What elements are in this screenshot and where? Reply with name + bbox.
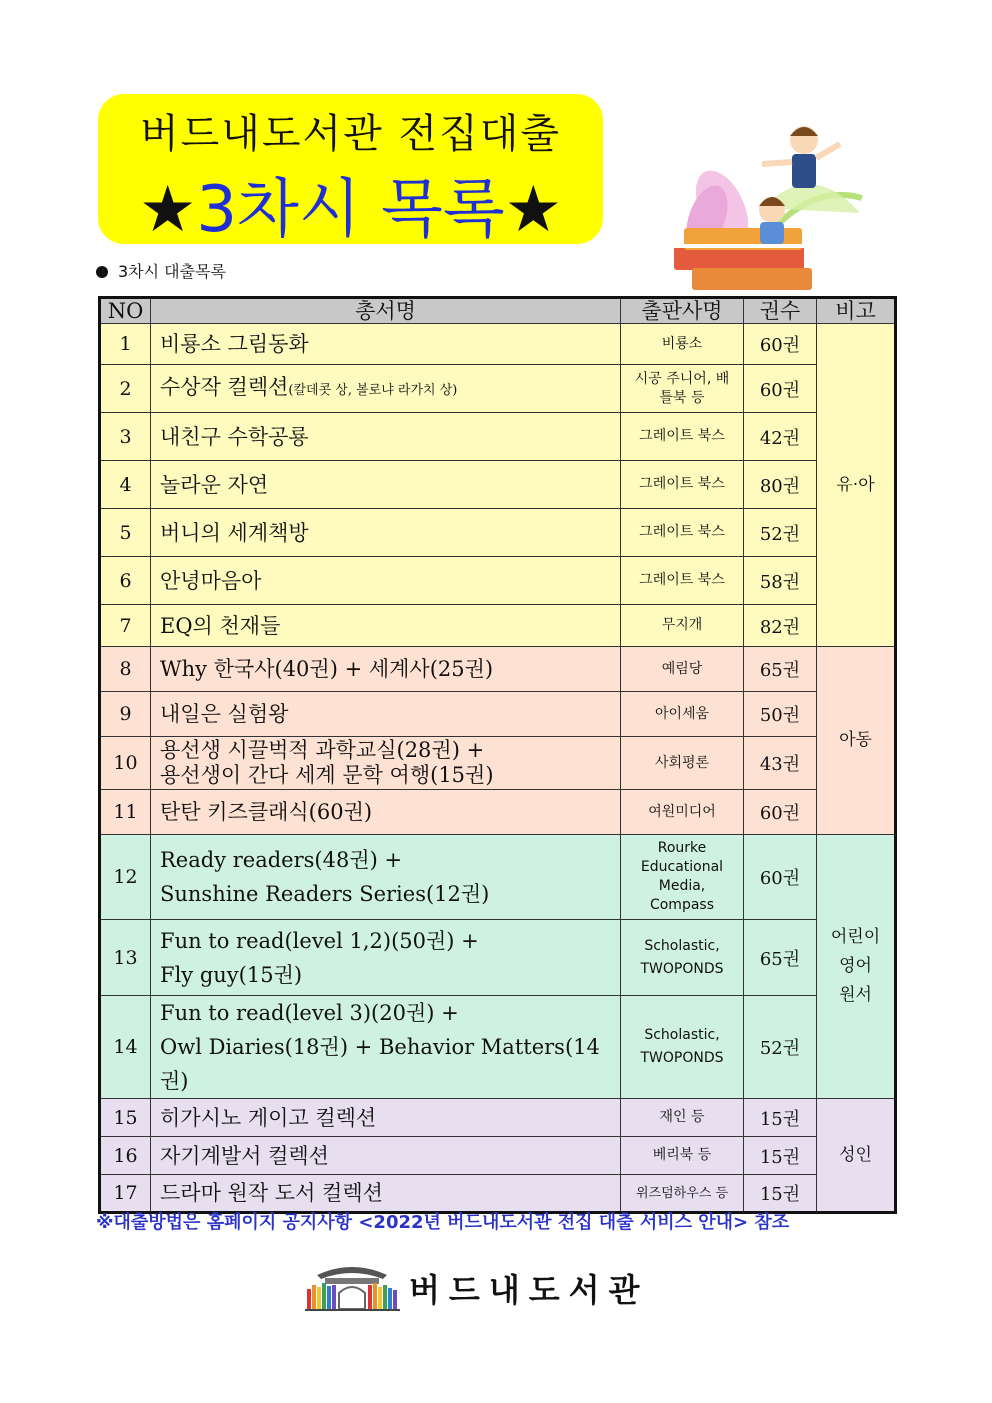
bullet-icon xyxy=(96,266,108,278)
row-publisher: 비룡소 xyxy=(621,324,744,365)
row-publisher: 위즈덤하우스 등 xyxy=(621,1175,744,1213)
row-title-line1: 용선생 시끌벅적 과학교실(28권) + xyxy=(160,738,485,762)
row-no: 8 xyxy=(100,647,151,692)
row-title: 놀라운 자연 xyxy=(151,461,621,509)
header-no: NO xyxy=(100,298,151,324)
row-count: 43권 xyxy=(744,737,817,790)
row-title-line2: Owl Diaries(18권) + Behavior Matters(14권) xyxy=(160,1035,600,1093)
star-icon-left: ★ xyxy=(138,173,197,247)
header-count: 권수 xyxy=(744,298,817,324)
row-publisher: 무지개 xyxy=(621,605,744,647)
header-publisher: 출판사명 xyxy=(621,298,744,324)
table-header-row xyxy=(100,298,896,324)
row-title xyxy=(151,996,621,1099)
row-count: 60권 xyxy=(744,790,817,835)
row-publisher: 그레이트 북스 xyxy=(621,557,744,605)
row-count: 60권 xyxy=(744,835,817,920)
table-row xyxy=(100,413,896,461)
subheading xyxy=(96,259,226,282)
row-count: 60권 xyxy=(744,365,817,413)
row-no: 15 xyxy=(100,1099,151,1137)
row-count: 15권 xyxy=(744,1099,817,1137)
row-publisher: 그레이트 북스 xyxy=(621,509,744,557)
row-no: 6 xyxy=(100,557,151,605)
row-count: 58권 xyxy=(744,557,817,605)
row-no: 13 xyxy=(100,920,151,996)
category-child: 아동 xyxy=(817,647,896,835)
row-publisher: 그레이트 북스 xyxy=(621,461,744,509)
category-english-line2: 영어 xyxy=(839,956,872,976)
library-name: 버드내도서관 xyxy=(409,1271,649,1309)
title-banner xyxy=(98,94,603,247)
row-count: 65권 xyxy=(744,647,817,692)
table-row xyxy=(100,692,896,737)
row-title: 내친구 수학공룡 xyxy=(151,413,621,461)
table-row xyxy=(100,1137,896,1175)
row-count: 15권 xyxy=(744,1137,817,1175)
row-publisher: Scholastic, TWOPONDS xyxy=(621,996,744,1099)
row-no: 10 xyxy=(100,737,151,790)
row-title: 히가시노 게이고 컬렉션 xyxy=(151,1099,621,1137)
row-title: 자기계발서 컬렉션 xyxy=(151,1137,621,1175)
row-title-line1: Fun to read(level 3)(20권) + xyxy=(160,1001,459,1025)
row-count: 82권 xyxy=(744,605,817,647)
table-row xyxy=(100,324,896,365)
subheading-text: 3차시 대출목록 xyxy=(118,262,227,281)
table-row xyxy=(100,790,896,835)
row-title xyxy=(151,737,621,790)
row-title: 드라마 원작 도서 컬렉션 xyxy=(151,1175,621,1213)
row-count: 15권 xyxy=(744,1175,817,1213)
table-row xyxy=(100,1175,896,1213)
category-english-line3: 원서 xyxy=(839,985,872,1005)
row-no: 14 xyxy=(100,996,151,1099)
row-title: EQ의 천재들 xyxy=(151,605,621,647)
row-title-line2: 용선생이 간다 세계 문학 여행(15권) xyxy=(160,763,494,787)
row-no: 9 xyxy=(100,692,151,737)
row-no: 12 xyxy=(100,835,151,920)
table-row xyxy=(100,996,896,1099)
star-icon-right: ★ xyxy=(504,173,563,247)
category-english-line1: 어린이 xyxy=(830,927,881,947)
row-publisher: Rourke Educational Media, Compass xyxy=(621,835,744,920)
category-english xyxy=(817,835,896,1099)
row-publisher: 재인 등 xyxy=(621,1099,744,1137)
table-row xyxy=(100,835,896,920)
loan-guide-note: ※대출방법은 홈페이지 공지사항 <2022년 버드내도서관 전집 대출 서비스 안내> 참조 xyxy=(96,1212,790,1233)
row-no: 2 xyxy=(100,365,151,413)
category-infant: 유·아 xyxy=(817,324,896,647)
library-logo xyxy=(305,1261,649,1313)
row-publisher: 아이세움 xyxy=(621,692,744,737)
row-title: 비룡소 그림동화 xyxy=(151,324,621,365)
row-no: 3 xyxy=(100,413,151,461)
row-count: 65권 xyxy=(744,920,817,996)
row-count: 50권 xyxy=(744,692,817,737)
row-title: 안녕마음아 xyxy=(151,557,621,605)
row-count: 80권 xyxy=(744,461,817,509)
title-sub xyxy=(98,158,603,250)
row-title: 버니의 세계책방 xyxy=(151,509,621,557)
row-count: 52권 xyxy=(744,996,817,1099)
row-title-line2: Sunshine Readers Series(12권) xyxy=(160,882,490,906)
row-publisher: 예림당 xyxy=(621,647,744,692)
header-note: 비고 xyxy=(817,298,896,324)
row-no: 1 xyxy=(100,324,151,365)
row-title-sub: (칼데콧 상, 볼로냐 라가치 상) xyxy=(288,382,458,398)
row-title: 탄탄 키즈클래식(60권) xyxy=(151,790,621,835)
row-title-line1: Ready readers(48권) + xyxy=(160,848,403,872)
session-number: 3 xyxy=(196,173,238,247)
table-row xyxy=(100,647,896,692)
row-publisher: Scholastic, TWOPONDS xyxy=(621,920,744,996)
row-title-main: 수상작 컬렉션 xyxy=(160,374,289,399)
table-row xyxy=(100,557,896,605)
row-publisher: 베리북 등 xyxy=(621,1137,744,1175)
title-main: 버드내도서관 전집대출 xyxy=(139,111,562,157)
table-row xyxy=(100,737,896,790)
row-title: 내일은 실험왕 xyxy=(151,692,621,737)
book-set-table xyxy=(98,296,897,1214)
library-emblem-icon xyxy=(305,1261,400,1311)
row-count: 60권 xyxy=(744,324,817,365)
row-no: 4 xyxy=(100,461,151,509)
row-no: 5 xyxy=(100,509,151,557)
session-label: 차시 목록 xyxy=(237,173,505,247)
row-publisher: 사회평론 xyxy=(621,737,744,790)
table-row xyxy=(100,461,896,509)
row-publisher: 여원미디어 xyxy=(621,790,744,835)
row-title xyxy=(151,835,621,920)
row-publisher: 시공 주니어, 배틀북 등 xyxy=(621,365,744,413)
row-count: 52권 xyxy=(744,509,817,557)
row-publisher: 그레이트 북스 xyxy=(621,413,744,461)
category-adult: 성인 xyxy=(817,1099,896,1213)
row-count: 42권 xyxy=(744,413,817,461)
table-row xyxy=(100,920,896,996)
table-row xyxy=(100,365,896,413)
row-title: Why 한국사(40권) + 세계사(25권) xyxy=(151,647,621,692)
table-row xyxy=(100,509,896,557)
row-title-line2: Fly guy(15권) xyxy=(160,962,303,987)
row-title xyxy=(151,365,621,413)
row-title xyxy=(151,920,621,996)
table-row xyxy=(100,1099,896,1137)
children-reading-illustration xyxy=(612,118,880,298)
table-row xyxy=(100,605,896,647)
row-title-line1: Fun to read(level 1,2)(50권) + xyxy=(160,928,479,953)
row-no: 16 xyxy=(100,1137,151,1175)
row-no: 7 xyxy=(100,605,151,647)
header-title: 총서명 xyxy=(151,298,621,324)
row-no: 11 xyxy=(100,790,151,835)
row-no: 17 xyxy=(100,1175,151,1213)
